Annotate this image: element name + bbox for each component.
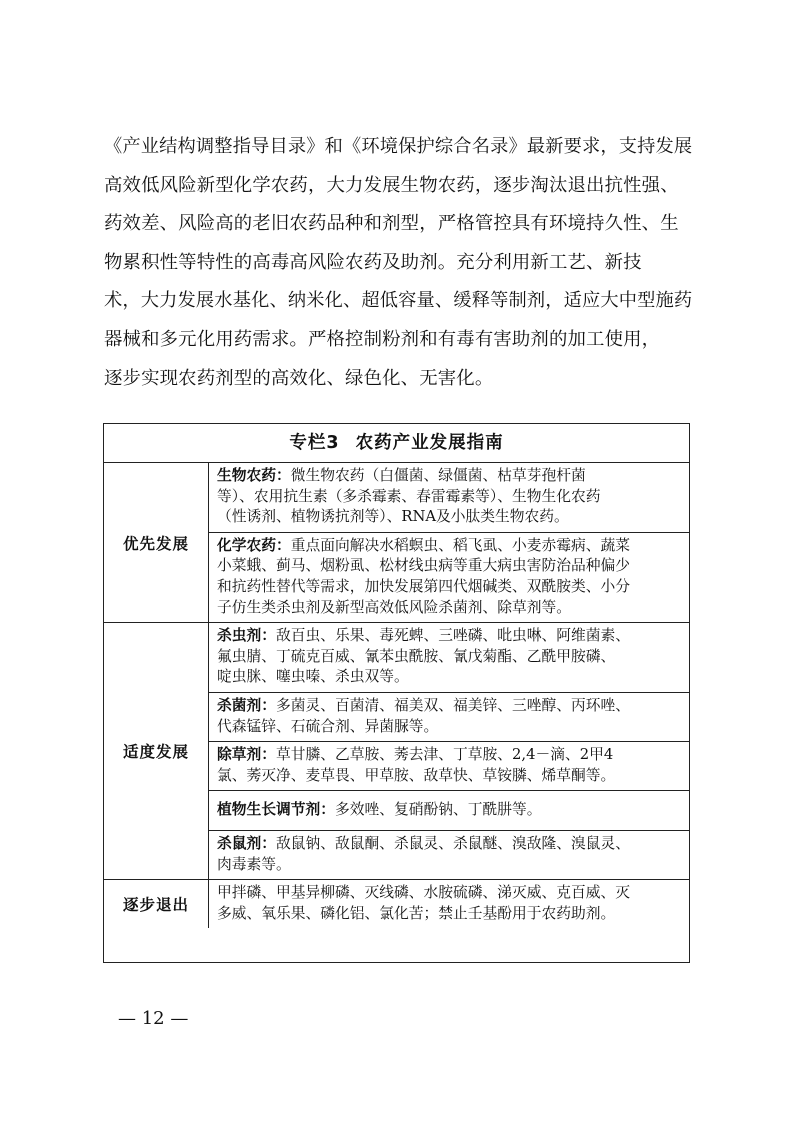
group-phase-out [104, 880, 689, 928]
page-number: — 12 — [118, 1008, 189, 1029]
box-title-main: 农药产业发展指南 [355, 433, 504, 453]
category-label: 适度发展 [104, 623, 209, 879]
entry-line [217, 800, 683, 821]
entry-text: 草甘膦、乙草胺、莠去津、丁草胺、2,4－滴、2甲4 [276, 746, 614, 764]
entry-line [217, 626, 683, 647]
intro-line: 器械和多元化用药需求。严格控制粉剂和有毒有害助剂的加工使用， [104, 328, 661, 350]
entry-text: 多效唑、复硝酚钠、丁酰肼等。 [335, 801, 542, 819]
entry-herbicides [209, 742, 689, 791]
box-title-prefix: 专栏3 [289, 433, 340, 453]
group-entries [209, 463, 689, 622]
intro-line: 物累积性等特性的高毒高风险农药及助剂。充分利用新工艺、新技 [104, 251, 642, 273]
entry-text: 敌百虫、乐果、毒死蜱、三唑磷、吡虫啉、阿维菌素、 [276, 627, 630, 645]
guide-table [104, 463, 689, 928]
entry-line: 子仿生类杀虫剂及新型高效低风险杀菌剂、除草剂等。 [217, 598, 571, 616]
entry-text: 敌鼠钠、敌鼠酮、杀鼠灵、杀鼠醚、溴敌隆、溴鼠灵、 [276, 834, 630, 852]
entry-text: 微生物农药（白僵菌、绿僵菌、枯草芽孢杆菌 [290, 467, 586, 484]
entry-label: 植物生长调节剂： [217, 801, 335, 819]
intro-line: 高效低风险新型化学农药，大力发展生物农药，逐步淘汰退出抗性强、 [104, 174, 679, 196]
intro-line: 术，大力发展水基化、纳米化、超低容量、缓释等制剂，适应大中型施药 [104, 290, 693, 312]
entry-text: 重点面向解决水稻螟虫、稻飞虱、小麦赤霉病、蔬菜 [290, 536, 630, 554]
entry-line: 啶虫脒、噻虫嗪、杀虫双等。 [217, 668, 409, 686]
entry-label: 杀鼠剂： [217, 834, 276, 852]
group-entries [209, 880, 689, 928]
entry-line: 多威、氧乐果、磷化铝、氯化苦；禁止壬基酚用于农药助剂。 [217, 904, 616, 922]
column-box-pesticide-guide [103, 423, 690, 963]
entry-label: 生物农药： [217, 467, 291, 484]
entry-line: 肉毒素等。 [217, 855, 291, 873]
entry-text: 多菌灵、百菌清、福美双、福美锌、三唑醇、丙环唑、 [276, 696, 630, 714]
intro-line: 药效差、风险高的老旧农药品种和剂型，严格管控具有环境持久性、生 [104, 213, 679, 235]
entry-phase-out-list [209, 880, 689, 928]
entry-line: （性诱剂、植物诱抗剂等）、RNA及小肽类生物农药。 [217, 508, 569, 526]
entry-biological-pesticides [209, 463, 689, 533]
entry-insecticides [209, 623, 689, 693]
intro-line: 《产业结构调整指导目录》和《环境保护综合名录》最新要求，支持发展 [104, 136, 693, 157]
entry-line: 氟虫腈、丁硫克百威、氰苯虫酰胺、氰戊菊酯、乙酰甲胺磷、 [217, 647, 616, 665]
entry-label: 除草剂： [217, 746, 276, 764]
category-label: 优先发展 [104, 463, 209, 622]
entry-line [217, 536, 683, 557]
entry-label: 杀菌剂： [217, 696, 276, 714]
box-title [104, 424, 689, 463]
entry-plant-growth-regulators [209, 791, 689, 831]
entry-rodenticides [209, 831, 689, 879]
entry-label: 化学农药： [217, 536, 291, 554]
entry-line [217, 466, 683, 487]
entry-line: 和抗药性替代等需求，加快发展第四代烟碱类、双酰胺类、小分 [217, 577, 630, 595]
category-label: 逐步退出 [104, 880, 209, 928]
group-entries [209, 623, 689, 879]
entry-line: 小菜蛾、蓟马、烟粉虱、松材线虫病等重大病虫害防治品种偏少 [217, 557, 630, 575]
entry-line: 甲拌磷、甲基异柳磷、灭线磷、水胺硫磷、涕灭威、克百威、灭 [217, 884, 630, 902]
entry-fungicides [209, 693, 689, 742]
intro-paragraph [104, 128, 692, 398]
entry-line: 等）、农用抗生素（多杀霉素、春雷霉素等）、生物生化农药 [217, 487, 601, 505]
intro-line: 逐步实现农药剂型的高效化、绿色化、无害化。 [104, 367, 494, 389]
entry-line: 氯、莠灭净、麦草畏、甲草胺、敌草快、草铵膦、烯草酮等。 [217, 766, 616, 784]
group-moderate [104, 623, 689, 880]
entry-line: 代森锰锌、石硫合剂、异菌脲等。 [217, 717, 439, 735]
entry-line [217, 745, 683, 766]
entry-chemical-pesticides [209, 533, 689, 622]
entry-line [217, 834, 683, 855]
entry-line [217, 696, 683, 717]
group-priority [104, 463, 689, 623]
entry-label: 杀虫剂： [217, 627, 276, 645]
